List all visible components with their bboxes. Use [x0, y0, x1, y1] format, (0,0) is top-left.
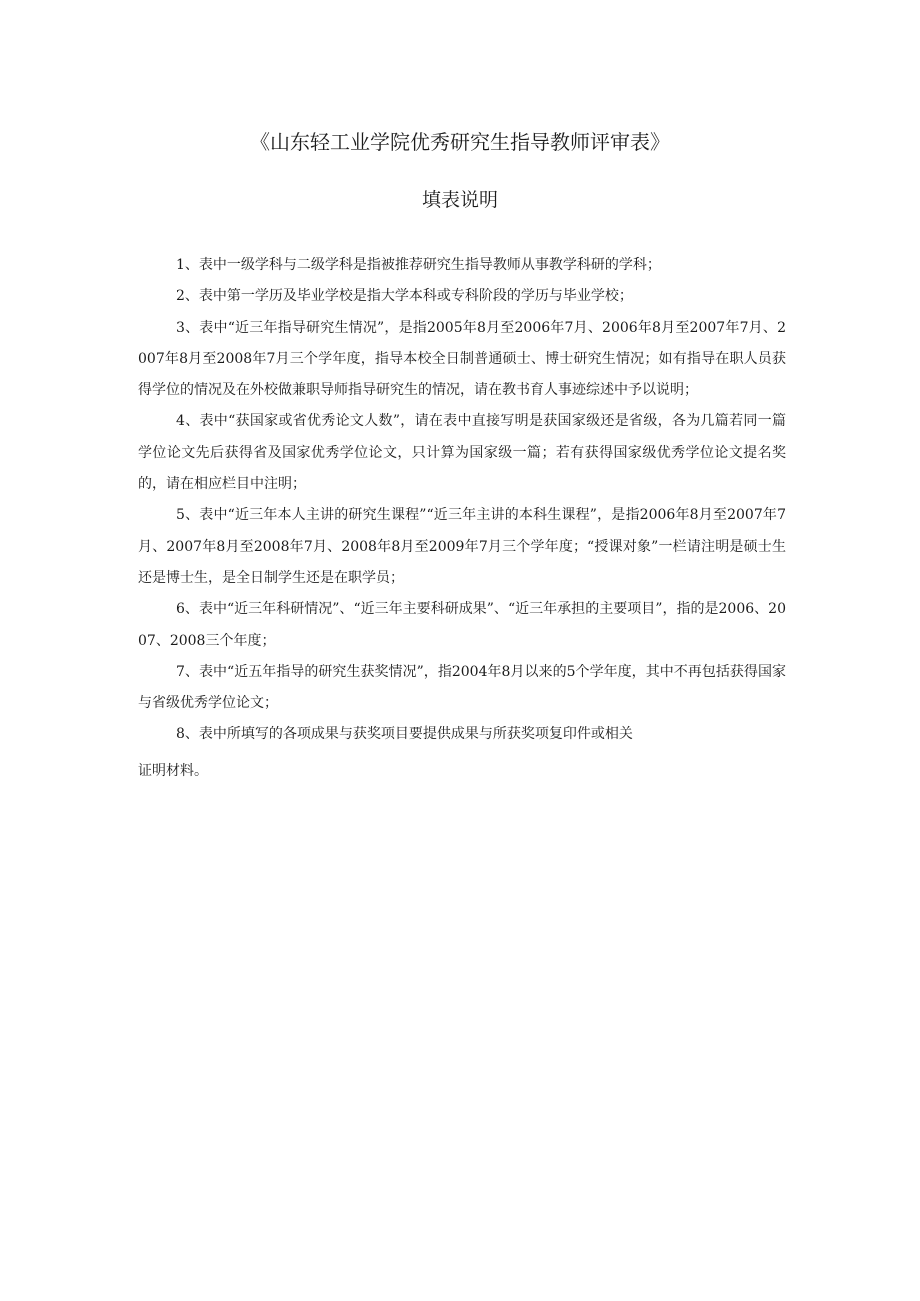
- instruction-item: 4、表中“获国家或省优秀论文人数”，请在表中直接写明是获国家级还是省级，各为几篇若同一篇学位论文先后获得省及国家优秀学位论文，只计算为国家级一篇；若有获得国家级优秀学位论文提名奖的，请在相应栏目中注明；: [138, 413, 786, 493]
- instruction-item: 7、表中“近五年指导的研究生获奖情况”，指2004年8月以来的5个学年度，其中不再包括获得国家与省级优秀学位论文；: [138, 663, 786, 712]
- instruction-item: 5、表中“近三年本人主讲的研究生课程”“近三年主讲的本科生课程”，是指2006年8月至2007年7月、2007年8月至2008年7月、2008年8月至2009年7月三个学年度；“授课对象”一栏请注明是硕士生还是博士生，是全日制学生还是在职学员；: [138, 507, 786, 586]
- instruction-item: 3、表中“近三年指导研究生情况”，是指2005年8月至2006年7月、2006年8月至2007年7月、2007年8月至2008年7月三个学年度，指导本校全日制普通硕士、博士研究生情况；如有指导在职人员获得学位的情况及在外校做兼职导师指导研究生的情况，请在教书育人事迹综述中予以说明；: [138, 319, 786, 399]
- document-subtitle: 填表说明: [421, 189, 498, 211]
- instruction-tail: 证明材料。: [138, 762, 208, 779]
- document-title: 《山东轻工业学院优秀研究生指导教师评审表》: [250, 130, 670, 154]
- instruction-item: 6、表中“近三年科研情况”、“近三年主要科研成果”、“近三年承担的主要项目”，指的是2006、2007、2008三个年度；: [138, 601, 786, 649]
- instructions-body: [138, 250, 786, 787]
- instruction-item: 2、表中第一学历及毕业学校是指大学本科或专科阶段的学历与毕业学校；: [176, 288, 633, 305]
- instruction-item: 8、表中所填写的各项成果与获奖项目要提供成果与所获奖项复印件或相关: [176, 726, 633, 743]
- instruction-item: 1、表中一级学科与二级学科是指被推荐研究生指导教师从事教学科研的学科；: [176, 257, 661, 273]
